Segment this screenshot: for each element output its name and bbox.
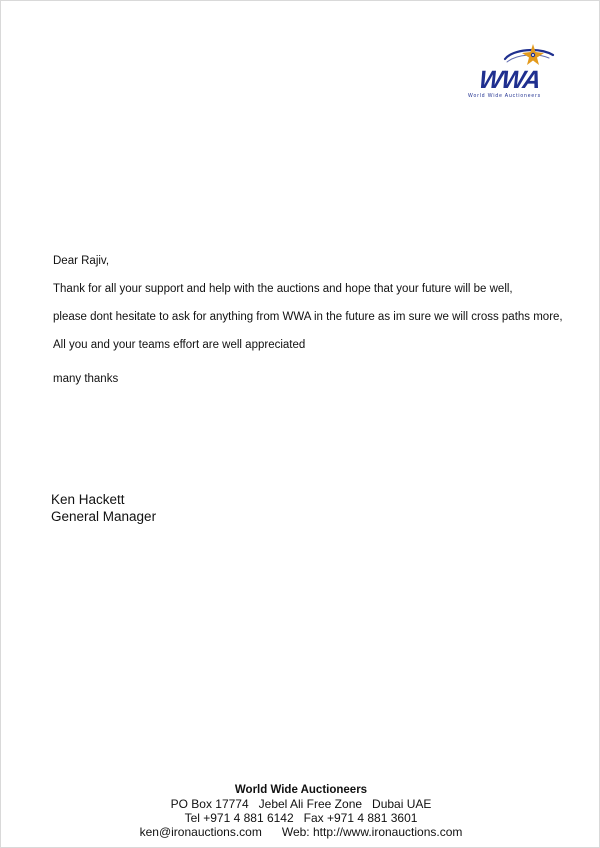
letter-paragraph: please dont hesitate to ask for anything from WWA in the future as im sure we will cross paths more,	[53, 311, 563, 323]
footer-phone: Tel +971 4 881 6142 Fax +971 4 881 3601	[184, 811, 418, 825]
signature-block	[51, 491, 156, 525]
letter-closing: many thanks	[53, 373, 119, 385]
footer-contact: ken@ironauctions.com Web: http://www.ironauctions.com	[139, 825, 463, 839]
signatory-name: Ken Hackett	[51, 492, 125, 507]
logo-tagline: World Wide Auctioneers	[468, 93, 542, 99]
logo-wordmark: WWA	[477, 66, 542, 94]
signatory-title: General Manager	[51, 509, 157, 524]
footer-company-name: World Wide Auctioneers	[234, 784, 368, 796]
letterhead-footer	[1, 783, 600, 839]
letter-paragraph: All you and your teams effort are well appreciated	[53, 339, 306, 351]
company-logo	[467, 41, 567, 101]
footer-address: PO Box 17774 Jebel Ali Free Zone Dubai UAE	[170, 797, 432, 811]
letter-body	[53, 254, 593, 386]
letter-paragraph: Thank for all your support and help with the auctions and hope that your future will be well,	[53, 283, 513, 295]
letter-salutation: Dear Rajiv,	[53, 255, 110, 267]
